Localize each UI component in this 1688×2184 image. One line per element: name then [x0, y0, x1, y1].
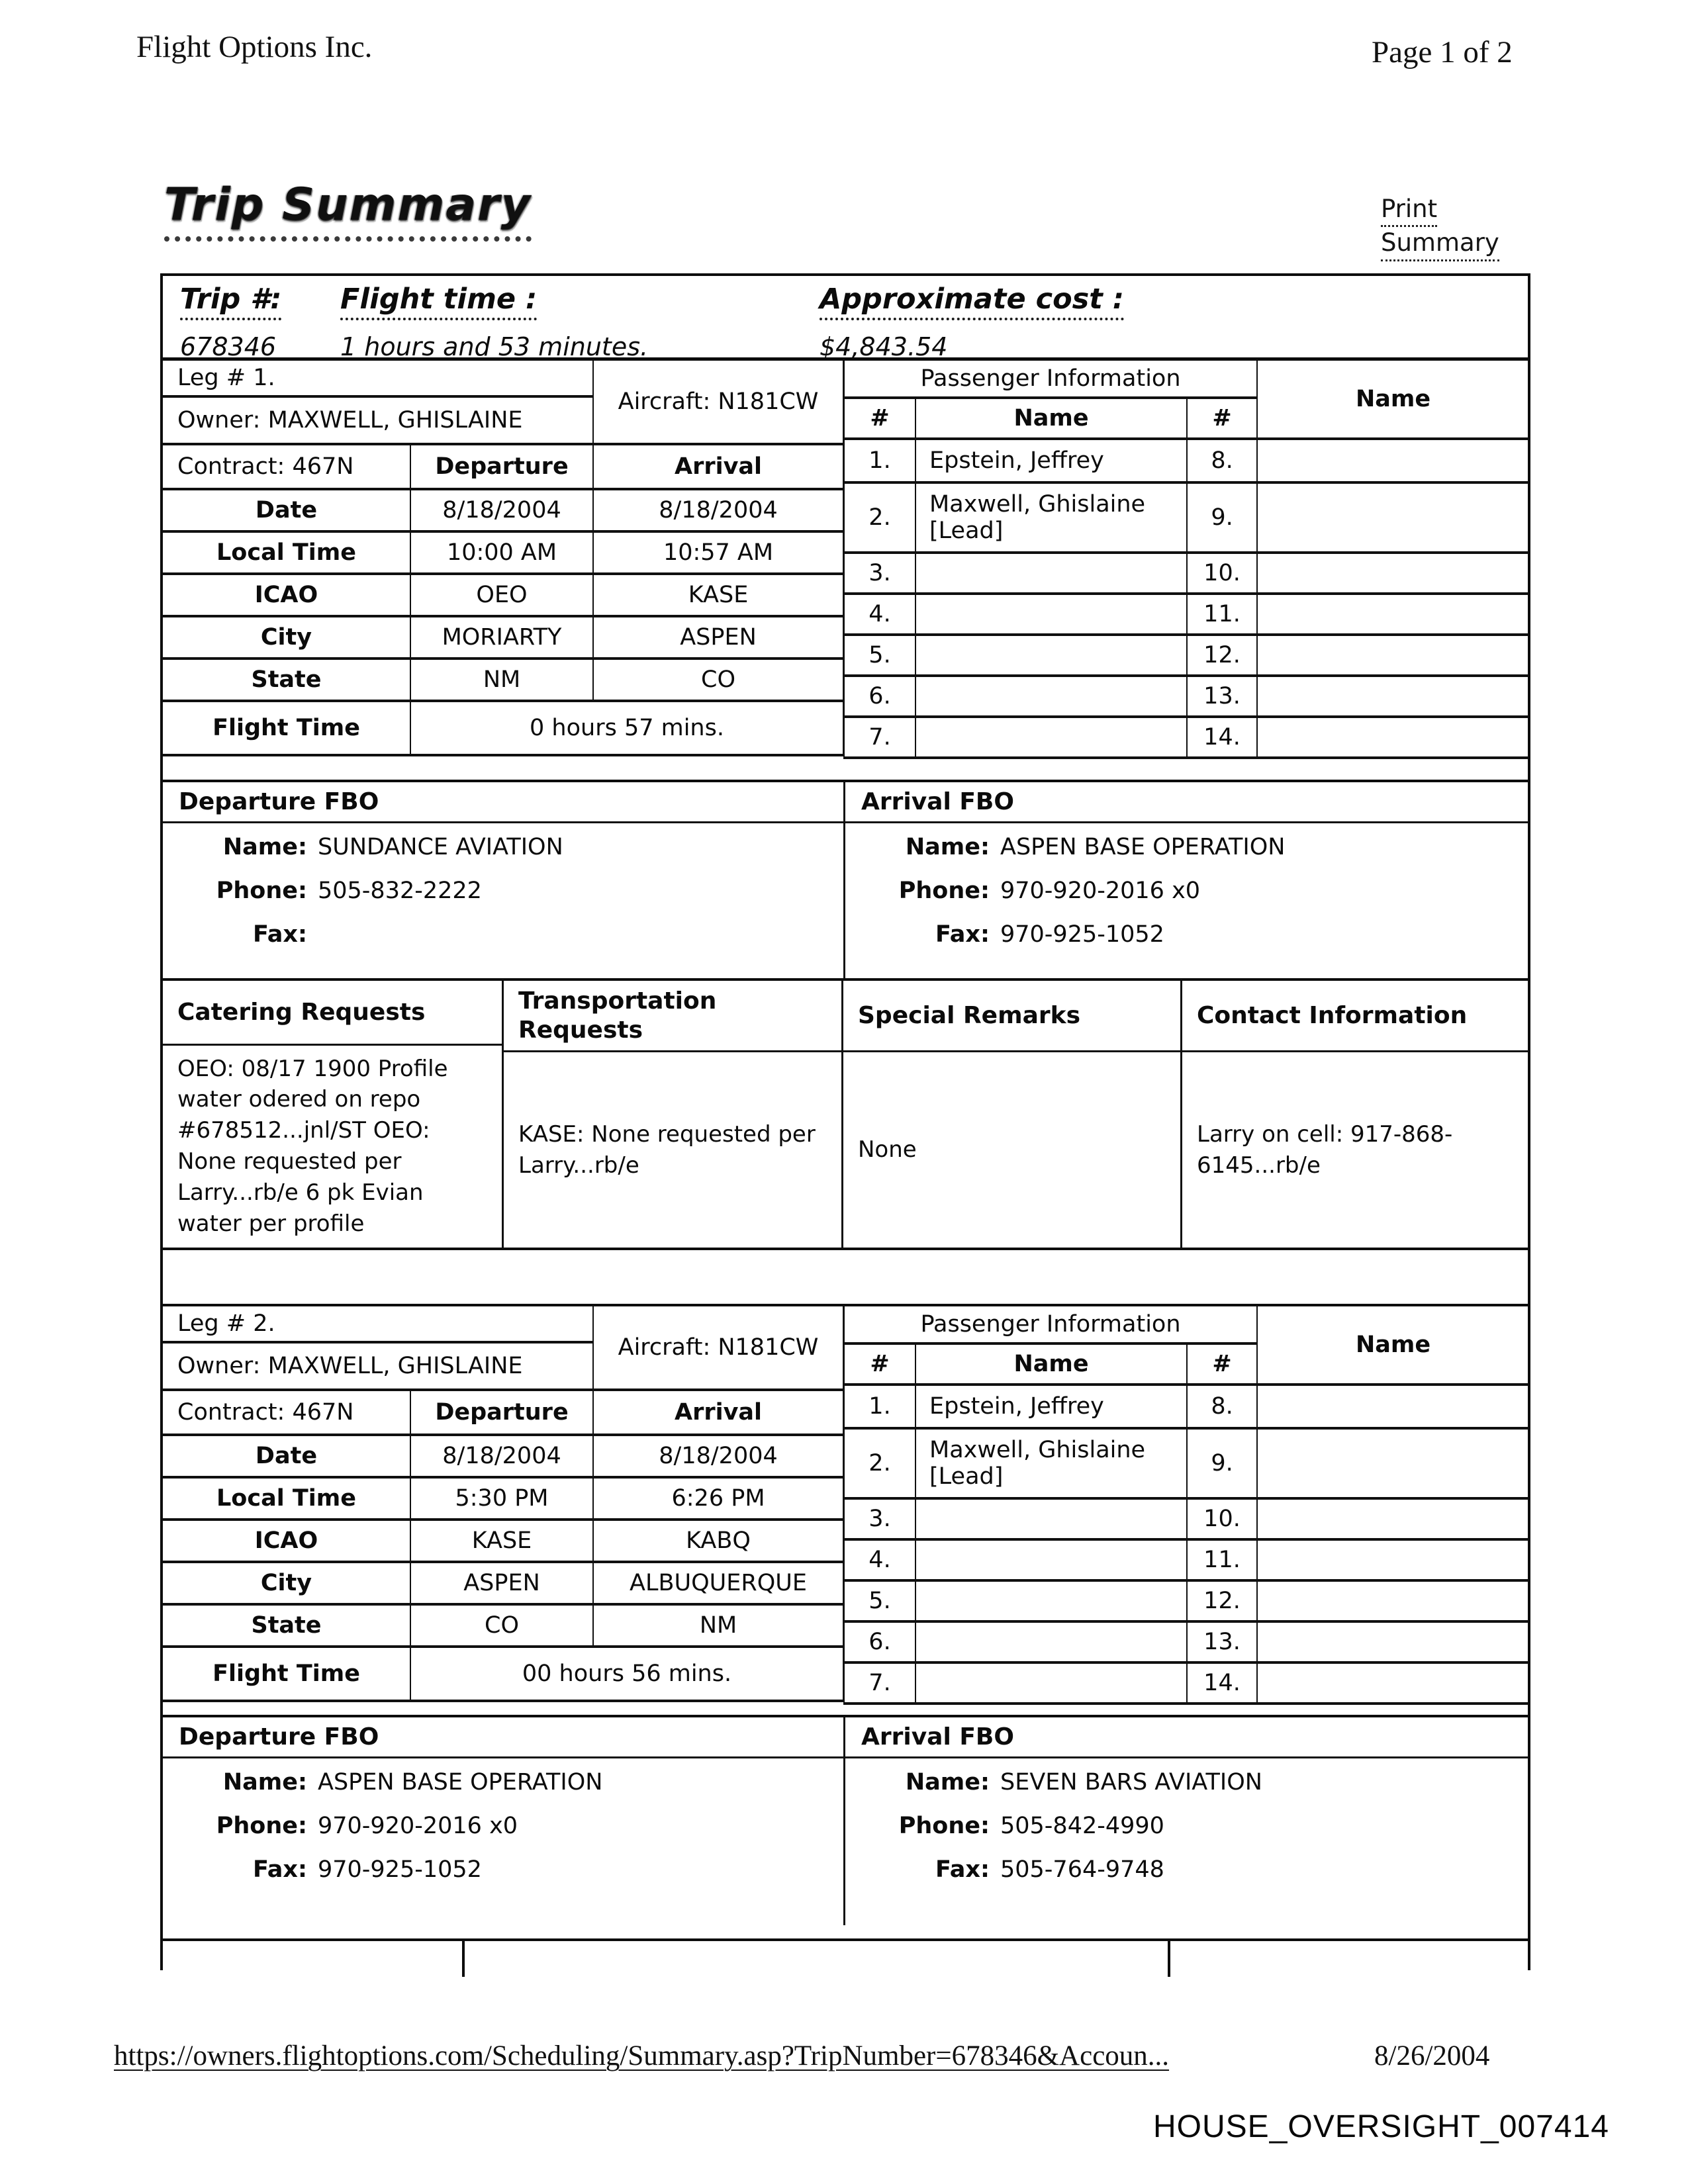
fbo-fax-value: 970-925-1052: [318, 1856, 482, 1883]
fbo-name-value: SUNDANCE AVIATION: [318, 834, 563, 860]
passenger-row: 1. Epstein, Jeffrey 8.: [844, 1385, 1528, 1428]
leg-2-block: [163, 1306, 1528, 1717]
leg-1-state-departure: NM: [410, 659, 593, 701]
leg-2-flighttime-value: 00 hours 56 mins.: [410, 1647, 843, 1701]
special-remarks-header: Special Remarks: [843, 981, 1180, 1052]
leg-1-state-arrival: CO: [593, 659, 843, 701]
fbo-name-value: ASPEN BASE OPERATION: [1000, 834, 1286, 860]
leg-1-pax-col-name2: Name: [1257, 361, 1528, 439]
fbo-name-value: SEVEN BARS AVIATION: [1000, 1769, 1262, 1796]
fbo-fax-label: Fax:: [935, 1856, 990, 1883]
leg-1-date-departure: 8/18/2004: [410, 489, 593, 531]
table-edge-stub: [160, 1941, 163, 1970]
print-link-line1[interactable]: Print: [1381, 193, 1437, 227]
flight-time-value: 1 hours and 53 minutes.: [340, 332, 649, 361]
table-edge-stub: [462, 1941, 465, 1977]
contact-information-body: Larry on cell: 917-868-6145...rb/e: [1197, 1120, 1453, 1179]
passenger-name: Epstein, Jeffrey: [915, 439, 1187, 482]
leg-2-passenger-table: [843, 1306, 1528, 1705]
requests-section: [163, 981, 1528, 1250]
leg-2-localtime-label: Local Time: [163, 1477, 410, 1520]
contact-information-column: [1180, 981, 1528, 1248]
leg-1-pax-col-name1: Name: [915, 398, 1187, 439]
leg-1-city-label: City: [163, 616, 410, 659]
departure-fbo-header: Departure FBO: [163, 1717, 843, 1758]
footer-url: https://owners.flightoptions.com/Scheduling/Summary.asp?TripNumber=678346&Accoun...: [114, 2040, 1170, 2071]
leg-1-localtime-arrival: 10:57 AM: [593, 531, 843, 574]
trip-header-row: [163, 276, 1528, 361]
fbo-phone-value: 505-832-2222: [318, 878, 482, 904]
leg-2-arrival-fbo: [843, 1717, 1528, 1925]
leg-2-localtime-departure: 5:30 PM: [410, 1477, 593, 1520]
bates-number: HOUSE_OVERSIGHT_007414: [1153, 2109, 1609, 2144]
footer-date: 8/26/2004: [1374, 2040, 1490, 2071]
fbo-name-label: Name:: [222, 1769, 307, 1796]
leg-2-localtime-arrival: 6:26 PM: [593, 1477, 843, 1520]
leg-1-state-label: State: [163, 659, 410, 701]
passenger-row: 7. 14.: [844, 1662, 1528, 1704]
leg-1-icao-arrival: KASE: [593, 574, 843, 616]
table-edge-stub: [1528, 1941, 1530, 1970]
passenger-row: 3. 10.: [844, 553, 1528, 594]
passenger-row: 2. Maxwell, Ghislaine [Lead] 9.: [844, 482, 1528, 553]
company-name: Flight Options Inc.: [136, 30, 373, 64]
leg-1-flighttime-label: Flight Time: [163, 701, 410, 755]
print-summary-link[interactable]: [1381, 193, 1499, 261]
leg-1-localtime-departure: 10:00 AM: [410, 531, 593, 574]
trip-number-value: 678346: [180, 332, 277, 361]
transportation-requests-column: [502, 981, 841, 1248]
passenger-row: 7. 14.: [844, 717, 1528, 758]
fbo-fax-label: Fax:: [252, 1856, 307, 1883]
fbo-fax-value: 505-764-9748: [1000, 1856, 1164, 1883]
leg-2-aircraft: Aircraft: N181CW: [593, 1306, 843, 1390]
leg-2-pax-col-num2: #: [1187, 1343, 1257, 1385]
special-remarks-body: None: [858, 1136, 917, 1163]
leg-1-fbo-row: [163, 782, 1528, 981]
passenger-name: Maxwell, Ghislaine [Lead]: [915, 482, 1187, 553]
fbo-phone-label: Phone:: [216, 1813, 307, 1839]
leg-2-contract: Contract: 467N: [163, 1390, 410, 1435]
table-edge-stub: [1168, 1941, 1170, 1977]
approximate-cost-cell: [820, 283, 1124, 361]
flight-time-label: Flight time :: [340, 283, 648, 320]
leg-1-departure-fbo: [163, 782, 843, 978]
leg-2-pax-col-num1: #: [844, 1343, 915, 1385]
fbo-name-label: Name:: [905, 834, 990, 860]
passenger-row: 5. 12.: [844, 1580, 1528, 1621]
passenger-row: 4. 11.: [844, 594, 1528, 635]
departure-fbo-header: Departure FBO: [163, 782, 843, 823]
flight-time-cell: [340, 283, 648, 361]
leg-2-date-departure: 8/18/2004: [410, 1435, 593, 1477]
leg-2-city-departure: ASPEN: [410, 1562, 593, 1604]
passenger-row: 6. 13.: [844, 1621, 1528, 1662]
fbo-name-value: ASPEN BASE OPERATION: [318, 1769, 603, 1796]
fbo-phone-value: 970-920-2016 x0: [318, 1813, 518, 1839]
passenger-row: 6. 13.: [844, 676, 1528, 717]
leg-1-pax-col-num1: #: [844, 398, 915, 439]
approximate-cost-label: Approximate cost :: [820, 283, 1124, 320]
page-title: Trip Summary: [164, 179, 532, 242]
leg-2-state-arrival: NM: [593, 1604, 843, 1647]
leg-2-passenger-caption: Passenger Information: [844, 1306, 1257, 1343]
leg-1-city-arrival: ASPEN: [593, 616, 843, 659]
leg-2-pax-col-name2: Name: [1257, 1306, 1528, 1385]
leg-1-arrival-header: Arrival: [593, 444, 843, 489]
leg-2-departure-header: Departure: [410, 1390, 593, 1435]
leg-1-owner: Owner: MAXWELL, GHISLAINE: [163, 396, 593, 444]
leg-1-departure-header: Departure: [410, 444, 593, 489]
page-number: Page 1 of 2: [1372, 35, 1513, 69]
passenger-row: 4. 11.: [844, 1539, 1528, 1580]
leg-2-pax-col-name1: Name: [915, 1343, 1187, 1385]
leg-2-owner: Owner: MAXWELL, GHISLAINE: [163, 1342, 593, 1390]
leg-1-localtime-label: Local Time: [163, 531, 410, 574]
leg-1-icao-label: ICAO: [163, 574, 410, 616]
leg-2-icao-label: ICAO: [163, 1520, 410, 1562]
approximate-cost-value: $4,843.54: [820, 332, 948, 361]
section-spacer: [163, 1250, 1528, 1306]
leg-2-date-label: Date: [163, 1435, 410, 1477]
leg-1-pax-col-num2: #: [1187, 398, 1257, 439]
trip-number-cell: [180, 283, 281, 361]
leg-1-contract: Contract: 467N: [163, 444, 410, 489]
catering-requests-body: OEO: 08/17 1900 Profile water odered on repo #678512...jnl/ST OEO: None requested per Larry...rb/e 6 pk Evian water per profile: [177, 1055, 448, 1238]
arrival-fbo-header: Arrival FBO: [845, 782, 1528, 823]
fbo-phone-label: Phone:: [898, 1813, 990, 1839]
fbo-phone-label: Phone:: [898, 878, 990, 904]
leg-1-flighttime-value: 0 hours 57 mins.: [410, 701, 843, 755]
catering-requests-header: Catering Requests: [163, 981, 502, 1046]
fbo-fax-value: 970-925-1052: [1000, 921, 1164, 948]
leg-1-aircraft: Aircraft: N181CW: [593, 361, 843, 444]
leg-2-arrival-header: Arrival: [593, 1390, 843, 1435]
leg-2-label: Leg # 2.: [163, 1306, 593, 1342]
fbo-phone-value: 505-842-4990: [1000, 1813, 1164, 1839]
passenger-row: 1. Epstein, Jeffrey 8.: [844, 439, 1528, 482]
leg-2-icao-arrival: KABQ: [593, 1520, 843, 1562]
trip-number-label: Trip #:: [180, 283, 281, 320]
leg-1-table: [163, 361, 844, 756]
leg-2-state-label: State: [163, 1604, 410, 1647]
leg-2-fbo-row: [163, 1717, 1528, 1925]
leg-2-city-arrival: ALBUQUERQUE: [593, 1562, 843, 1604]
fbo-phone-value: 970-920-2016 x0: [1000, 878, 1201, 904]
passenger-row: 5. 12.: [844, 635, 1528, 676]
leg-2-state-departure: CO: [410, 1604, 593, 1647]
leg-1-arrival-fbo: [843, 782, 1528, 978]
transportation-requests-header: Transportation Requests: [504, 981, 841, 1052]
leg-1-passenger-caption: Passenger Information: [844, 361, 1257, 398]
leg-1-icao-departure: OEO: [410, 574, 593, 616]
arrival-fbo-header: Arrival FBO: [845, 1717, 1528, 1758]
catering-requests-column: [163, 981, 502, 1248]
leg-1-label: Leg # 1.: [163, 361, 593, 396]
leg-2-city-label: City: [163, 1562, 410, 1604]
fbo-fax-value: [307, 921, 843, 948]
transportation-requests-body: KASE: None requested per Larry...rb/e: [518, 1120, 816, 1179]
fbo-fax-label: Fax:: [252, 921, 307, 948]
leg-2-table: [163, 1306, 844, 1702]
contact-information-header: Contact Information: [1182, 981, 1528, 1052]
print-link-line2[interactable]: Summary: [1381, 227, 1499, 261]
leg-1-block: [163, 361, 1528, 782]
special-remarks-column: [841, 981, 1180, 1248]
leg-1-date-arrival: 8/18/2004: [593, 489, 843, 531]
fbo-fax-label: Fax:: [935, 921, 990, 948]
passenger-name: Epstein, Jeffrey: [915, 1385, 1187, 1428]
fbo-name-label: Name:: [222, 834, 307, 860]
leg-1-date-label: Date: [163, 489, 410, 531]
passenger-row: 2. Maxwell, Ghislaine [Lead] 9.: [844, 1428, 1528, 1498]
leg-2-departure-fbo: [163, 1717, 843, 1925]
passenger-name: Maxwell, Ghislaine [Lead]: [915, 1428, 1187, 1498]
leg-2-flighttime-label: Flight Time: [163, 1647, 410, 1701]
fbo-name-label: Name:: [905, 1769, 990, 1796]
leg-2-date-arrival: 8/18/2004: [593, 1435, 843, 1477]
trip-summary-frame: [160, 273, 1530, 1941]
leg-1-passenger-table: [843, 361, 1528, 759]
leg-1-city-departure: MORIARTY: [410, 616, 593, 659]
fbo-phone-label: Phone:: [216, 878, 307, 904]
leg-2-icao-departure: KASE: [410, 1520, 593, 1562]
passenger-row: 3. 10.: [844, 1498, 1528, 1539]
